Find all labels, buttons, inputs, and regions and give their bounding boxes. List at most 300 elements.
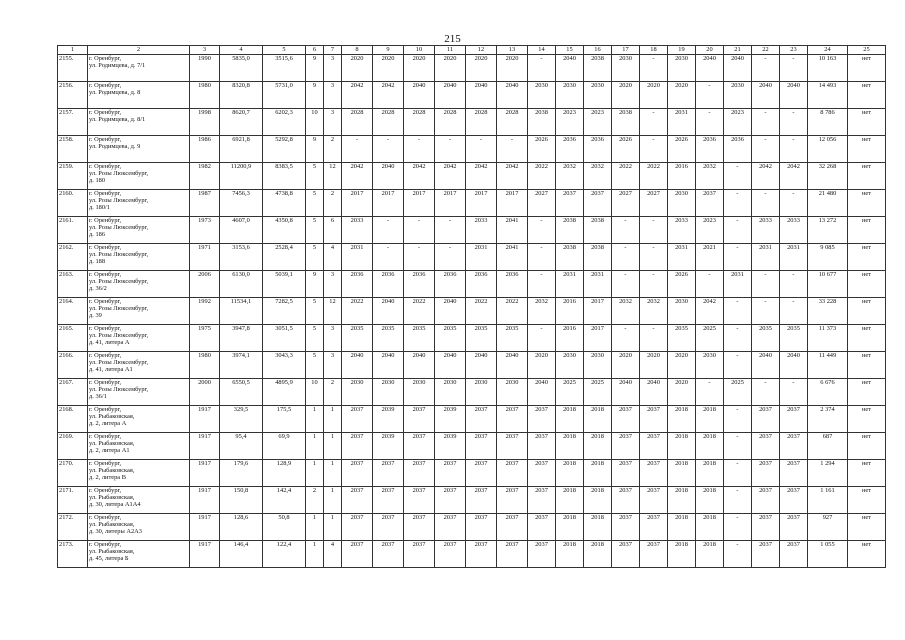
table-cell: 2037 [780, 433, 808, 460]
table-cell: 2036 [724, 136, 752, 163]
table-cell: 122,4 [263, 541, 306, 568]
address-cell: г. Оренбург, ул. Рыбаковская, д. 2, литера В [88, 460, 190, 487]
column-header: 9 [373, 46, 404, 55]
table-cell: 2031 [668, 244, 696, 271]
table-cell: 2040 [497, 352, 528, 379]
table-cell: 3153,6 [220, 244, 263, 271]
table-cell: 11534,1 [220, 298, 263, 325]
table-cell: 2025 [584, 379, 612, 406]
table-cell: 2042 [342, 82, 373, 109]
table-cell: 2037 [466, 487, 497, 514]
table-cell: - [724, 244, 752, 271]
table-cell: - [752, 55, 780, 82]
table-cell: 5 [306, 163, 324, 190]
table-cell: 2037 [373, 541, 404, 568]
table-cell: 2042 [752, 163, 780, 190]
table-cell: 21 480 [808, 190, 848, 217]
table-cell: 2037 [528, 460, 556, 487]
table-cell: 2020 [668, 352, 696, 379]
table-cell: 2028 [466, 109, 497, 136]
table-cell: 1 055 [808, 541, 848, 568]
table-cell: - [724, 325, 752, 352]
table-cell: 2028 [342, 109, 373, 136]
table-cell: 1917 [190, 541, 220, 568]
column-header: 15 [556, 46, 584, 55]
table-cell: 2018 [584, 460, 612, 487]
table-cell: 2031 [668, 109, 696, 136]
address-cell: г. Оренбург, ул. Розы Люксембург, д. 180 [88, 163, 190, 190]
table-cell: нет [848, 55, 886, 82]
table-cell: 9 [306, 136, 324, 163]
table-cell: 2036 [466, 271, 497, 298]
table-cell: нет [848, 217, 886, 244]
table-cell: 2030 [466, 379, 497, 406]
table-cell: 2037 [640, 433, 668, 460]
table-cell: 2032 [584, 163, 612, 190]
column-header: 20 [696, 46, 724, 55]
table-cell: 2040 [373, 163, 404, 190]
table-row [58, 163, 886, 190]
column-header: 22 [752, 46, 780, 55]
row-number-cell: 2171. [58, 487, 88, 514]
table-cell: 2036 [373, 271, 404, 298]
table-cell: 2037 [640, 460, 668, 487]
table-cell: - [696, 379, 724, 406]
table-cell: 2037 [780, 460, 808, 487]
table-cell: 1980 [190, 352, 220, 379]
table-cell: 5 [306, 352, 324, 379]
table-cell: 2017 [373, 190, 404, 217]
table-row [58, 217, 886, 244]
address-cell: г. Оренбург, ул. Розы Люксембург, д. 180/1 [88, 190, 190, 217]
table-cell: 2033 [342, 217, 373, 244]
table-cell: 2025 [696, 325, 724, 352]
table-row [58, 244, 886, 271]
table-cell: 2036 [342, 271, 373, 298]
address-cell: г. Оренбург, ул. Розы Люксембург, д. 41, литера А [88, 325, 190, 352]
table-cell: 2037 [752, 406, 780, 433]
row-number-cell: 2172. [58, 514, 88, 541]
table-cell: нет [848, 271, 886, 298]
table-cell: 2040 [528, 379, 556, 406]
table-cell: 6 676 [808, 379, 848, 406]
table-header-row [58, 46, 886, 55]
column-header: 13 [497, 46, 528, 55]
table-cell: 2037 [556, 190, 584, 217]
table-cell: 2016 [556, 298, 584, 325]
table-cell: 10 163 [808, 55, 848, 82]
table-cell: 4607,0 [220, 217, 263, 244]
table-cell: 2033 [752, 217, 780, 244]
table-cell: - [724, 460, 752, 487]
table-cell: 2022 [528, 163, 556, 190]
table-cell: - [752, 271, 780, 298]
address-cell: г. Оренбург, ул. Родимцева, д. 8 [88, 82, 190, 109]
table-cell: - [724, 190, 752, 217]
table-cell: 2018 [668, 487, 696, 514]
table-cell: 2037 [466, 406, 497, 433]
table-cell: 3051,5 [263, 325, 306, 352]
table-cell: 2037 [640, 406, 668, 433]
row-number-cell: 2155. [58, 55, 88, 82]
table-cell: 2037 [640, 514, 668, 541]
row-number-cell: 2158. [58, 136, 88, 163]
table-cell: 1971 [190, 244, 220, 271]
table-cell: 1975 [190, 325, 220, 352]
table-cell: 2037 [404, 433, 435, 460]
row-number-cell: 2173. [58, 541, 88, 568]
table-cell: 2000 [190, 379, 220, 406]
column-header: 7 [324, 46, 342, 55]
table-cell: 5 [306, 190, 324, 217]
table-cell: 2 [324, 190, 342, 217]
table-cell: 2017 [435, 190, 466, 217]
table-cell: 1 [306, 406, 324, 433]
table-cell: - [640, 325, 668, 352]
table-cell: 2035 [466, 325, 497, 352]
row-number-cell: 2166. [58, 352, 88, 379]
address-cell: г. Оренбург, ул. Рыбаковская, д. 30, литеры А2А3 [88, 514, 190, 541]
table-cell: 2031 [724, 271, 752, 298]
table-cell: 2030 [373, 379, 404, 406]
table-cell: 1 [306, 433, 324, 460]
table-cell: 2037 [404, 460, 435, 487]
address-cell: г. Оренбург, ул. Рыбаковская, д. 2, литера А1 [88, 433, 190, 460]
table-cell: 2038 [612, 109, 640, 136]
table-cell: 2020 [640, 82, 668, 109]
table-cell: 146,4 [220, 541, 263, 568]
table-cell: 2038 [584, 244, 612, 271]
address-cell: г. Оренбург, ул. Розы Люксембург, д. 186 [88, 217, 190, 244]
table-cell: 2021 [696, 244, 724, 271]
row-number-cell: 2162. [58, 244, 88, 271]
table-cell: 2037 [404, 406, 435, 433]
table-cell: 2028 [404, 109, 435, 136]
table-cell: 1998 [190, 109, 220, 136]
table-cell: - [724, 352, 752, 379]
table-cell: 2039 [373, 433, 404, 460]
table-cell: 2020 [497, 55, 528, 82]
table-cell: 2018 [584, 433, 612, 460]
table-cell: 2040 [373, 352, 404, 379]
address-cell: г. Оренбург, ул. Родимцева, д. 9 [88, 136, 190, 163]
table-cell: 2038 [556, 244, 584, 271]
table-cell: 2018 [584, 541, 612, 568]
table-cell: 2018 [668, 514, 696, 541]
table-cell: 7456,3 [220, 190, 263, 217]
table-cell: 2031 [752, 244, 780, 271]
table-cell: 2035 [435, 325, 466, 352]
table-cell: 2040 [435, 352, 466, 379]
table-cell: 9 [306, 82, 324, 109]
table-cell: - [640, 109, 668, 136]
table-cell: 2037 [612, 433, 640, 460]
table-cell: 2030 [668, 298, 696, 325]
table-cell: 2037 [584, 190, 612, 217]
row-number-cell: 2159. [58, 163, 88, 190]
table-cell: 2018 [556, 433, 584, 460]
table-cell: нет [848, 352, 886, 379]
table-cell: 2037 [466, 460, 497, 487]
table-cell: 2040 [780, 352, 808, 379]
table-cell: 1 294 [808, 460, 848, 487]
table-cell: нет [848, 406, 886, 433]
table-cell: 5835,0 [220, 55, 263, 82]
table-cell: 4895,9 [263, 379, 306, 406]
table-cell: 1 [324, 514, 342, 541]
table-cell: - [640, 271, 668, 298]
table-cell: 2030 [404, 379, 435, 406]
table-cell: 2032 [640, 298, 668, 325]
table-cell: 69,9 [263, 433, 306, 460]
table-cell: - [404, 136, 435, 163]
table-row [58, 109, 886, 136]
row-number-cell: 2165. [58, 325, 88, 352]
table-cell: 1917 [190, 406, 220, 433]
table-cell: - [404, 244, 435, 271]
address-cell: г. Оренбург, ул. Родимцева, д. 7/1 [88, 55, 190, 82]
table-cell: 12 [324, 163, 342, 190]
table-cell: 2033 [780, 217, 808, 244]
column-header: 17 [612, 46, 640, 55]
table-cell: - [780, 55, 808, 82]
table-cell: - [696, 82, 724, 109]
table-cell: - [752, 190, 780, 217]
table-cell: 2030 [497, 379, 528, 406]
table-cell: 1917 [190, 487, 220, 514]
table-cell: 5039,1 [263, 271, 306, 298]
table-cell: 6921,8 [220, 136, 263, 163]
table-cell: 1990 [190, 55, 220, 82]
table-cell: 2032 [696, 163, 724, 190]
table-cell: 2037 [752, 541, 780, 568]
table-cell: - [435, 217, 466, 244]
table-cell: 2037 [612, 406, 640, 433]
table-cell: 2036 [556, 136, 584, 163]
table-cell: 2030 [668, 190, 696, 217]
table-cell: 1986 [190, 136, 220, 163]
table-cell: 1 [306, 460, 324, 487]
table-cell: - [752, 136, 780, 163]
table-cell: 2042 [696, 298, 724, 325]
table-cell: 2037 [404, 487, 435, 514]
table-cell: нет [848, 136, 886, 163]
table-row [58, 487, 886, 514]
table-cell: 2031 [466, 244, 497, 271]
column-header: 2 [88, 46, 190, 55]
table-cell: 2040 [466, 82, 497, 109]
table-cell: 1 161 [808, 487, 848, 514]
table-cell: 2037 [466, 433, 497, 460]
table-cell: 2040 [640, 379, 668, 406]
table-cell: нет [848, 514, 886, 541]
table-cell: 2035 [342, 325, 373, 352]
table-cell: 2 [306, 487, 324, 514]
table-cell: 2037 [528, 541, 556, 568]
table-cell: 6550,5 [220, 379, 263, 406]
row-number-cell: 2168. [58, 406, 88, 433]
table-cell: 6 [324, 217, 342, 244]
table-cell: 2037 [342, 433, 373, 460]
table-cell: 2040 [556, 55, 584, 82]
table-cell: 1 [306, 514, 324, 541]
row-number-cell: 2157. [58, 109, 88, 136]
table-cell: 2037 [497, 433, 528, 460]
table-cell: 2036 [435, 271, 466, 298]
table-row [58, 136, 886, 163]
table-cell: 2030 [435, 379, 466, 406]
table-cell: 2040 [435, 82, 466, 109]
table-cell: 2035 [373, 325, 404, 352]
table-cell: нет [848, 433, 886, 460]
table-cell: 2 374 [808, 406, 848, 433]
table-cell: - [528, 55, 556, 82]
table-cell: нет [848, 541, 886, 568]
table-cell: 2037 [752, 433, 780, 460]
table-cell: 3 [324, 271, 342, 298]
table-cell: 2528,4 [263, 244, 306, 271]
table-cell: 2027 [528, 190, 556, 217]
table-cell: 2037 [497, 406, 528, 433]
table-cell: 3 [324, 82, 342, 109]
table-cell: 2037 [373, 514, 404, 541]
table-cell: 2023 [584, 109, 612, 136]
table-cell: 2030 [584, 82, 612, 109]
table-cell: 2022 [612, 163, 640, 190]
table-cell: - [612, 217, 640, 244]
table-row [58, 271, 886, 298]
table-cell: 2031 [556, 271, 584, 298]
table-cell: 2037 [528, 406, 556, 433]
address-cell: г. Оренбург, ул. Розы Люксембург, д. 188 [88, 244, 190, 271]
table-cell: 3 [324, 55, 342, 82]
table-cell: 2023 [696, 217, 724, 244]
table-cell: - [640, 136, 668, 163]
table-cell: 2037 [435, 487, 466, 514]
table-cell: 9 [306, 271, 324, 298]
table-cell: - [640, 244, 668, 271]
table-cell: 2038 [584, 55, 612, 82]
table-cell: 2042 [466, 163, 497, 190]
table-cell: 2031 [342, 244, 373, 271]
table-cell: 2037 [404, 514, 435, 541]
table-cell: 3 [324, 109, 342, 136]
table-cell: 13 272 [808, 217, 848, 244]
column-header: 23 [780, 46, 808, 55]
table-cell: - [612, 244, 640, 271]
table-cell: 12 056 [808, 136, 848, 163]
table-cell: 2017 [342, 190, 373, 217]
table-cell: 1 [306, 541, 324, 568]
table-cell: 8620,7 [220, 109, 263, 136]
table-cell: 2037 [435, 514, 466, 541]
table-cell: - [696, 109, 724, 136]
table-cell: 1 [324, 487, 342, 514]
table-cell: 2030 [342, 379, 373, 406]
column-header: 11 [435, 46, 466, 55]
table-cell: - [724, 217, 752, 244]
table-cell: 2020 [668, 82, 696, 109]
address-cell: г. Оренбург, ул. Рыбаковская, д. 45, литера Б [88, 541, 190, 568]
table-cell: 2037 [528, 433, 556, 460]
table-cell: 2027 [640, 190, 668, 217]
table-cell: 4350,8 [263, 217, 306, 244]
table-cell: 1973 [190, 217, 220, 244]
table-cell: - [528, 244, 556, 271]
table-row [58, 460, 886, 487]
table-cell: 2037 [497, 514, 528, 541]
table-cell: нет [848, 460, 886, 487]
table-cell: 8320,8 [220, 82, 263, 109]
table-cell: - [373, 217, 404, 244]
table-row [58, 433, 886, 460]
table-cell: 2018 [556, 541, 584, 568]
table-cell: 2026 [612, 136, 640, 163]
table-cell: 2035 [752, 325, 780, 352]
table-cell: 11 373 [808, 325, 848, 352]
table-cell: нет [848, 163, 886, 190]
table-cell: 2038 [556, 217, 584, 244]
table-cell: 2018 [696, 487, 724, 514]
table-cell: нет [848, 325, 886, 352]
table-cell: 5292,8 [263, 136, 306, 163]
table-cell: 2040 [435, 298, 466, 325]
table-cell: 2030 [668, 55, 696, 82]
column-header: 14 [528, 46, 556, 55]
table-cell: 2026 [528, 136, 556, 163]
table-cell: 5 [306, 325, 324, 352]
column-header: 8 [342, 46, 373, 55]
table-cell: 2040 [752, 352, 780, 379]
table-cell: - [780, 190, 808, 217]
table-cell: 2028 [435, 109, 466, 136]
table-cell: 2020 [342, 55, 373, 82]
address-cell: г. Оренбург, ул. Рыбаковская, д. 2, литера А [88, 406, 190, 433]
table-cell: 6130,0 [220, 271, 263, 298]
table-cell: 2020 [373, 55, 404, 82]
table-cell: 2041 [497, 244, 528, 271]
table-cell: 2030 [556, 352, 584, 379]
table-cell: 2037 [612, 460, 640, 487]
row-number-cell: 2163. [58, 271, 88, 298]
table-cell: 2026 [668, 136, 696, 163]
table-cell: 8383,5 [263, 163, 306, 190]
table-cell: 2016 [556, 325, 584, 352]
table-cell: 2042 [373, 82, 404, 109]
row-number-cell: 2161. [58, 217, 88, 244]
table-cell: 2037 [752, 460, 780, 487]
table-cell: 2031 [584, 271, 612, 298]
table-cell: 1982 [190, 163, 220, 190]
table-cell: 2018 [556, 406, 584, 433]
table-cell: 1917 [190, 460, 220, 487]
table-cell: 2030 [584, 352, 612, 379]
table-cell: 2040 [342, 352, 373, 379]
table-row [58, 55, 886, 82]
table-cell: - [640, 217, 668, 244]
table-cell: 2037 [342, 541, 373, 568]
table-cell: 2022 [466, 298, 497, 325]
table-cell: - [528, 217, 556, 244]
table-cell: 2028 [373, 109, 404, 136]
table-cell: 2033 [466, 217, 497, 244]
table-cell: - [724, 487, 752, 514]
table-body [58, 55, 886, 568]
table-cell: 9 [306, 55, 324, 82]
table-cell: 32 268 [808, 163, 848, 190]
table-cell: 2016 [668, 163, 696, 190]
table-cell: 2023 [724, 109, 752, 136]
